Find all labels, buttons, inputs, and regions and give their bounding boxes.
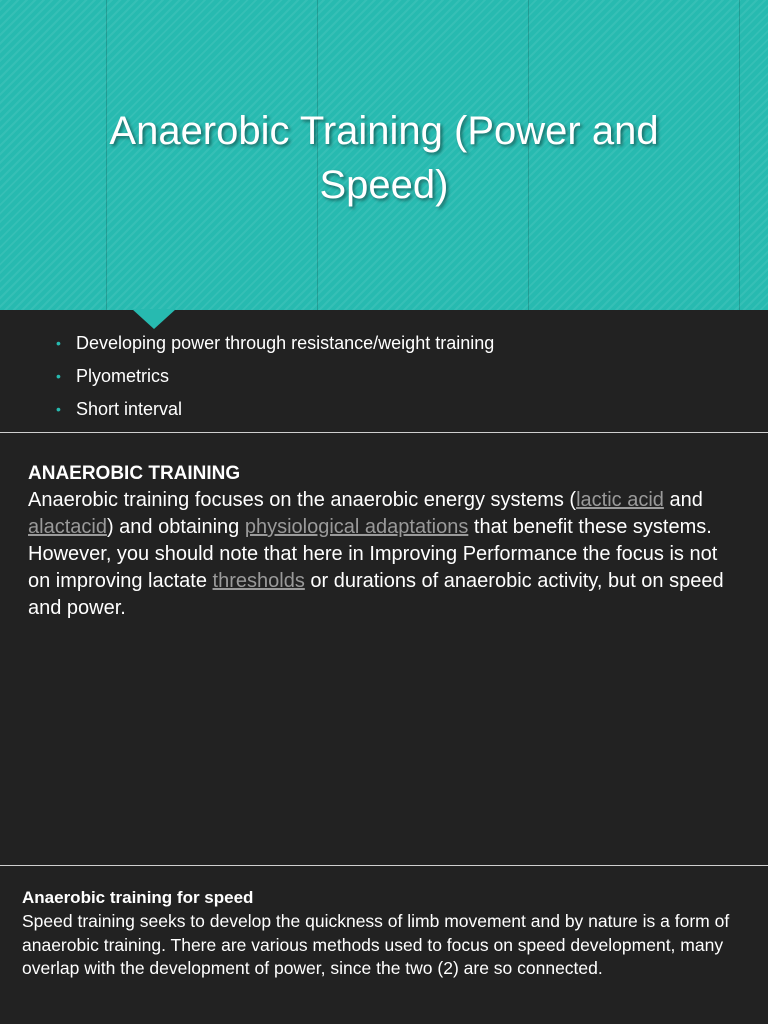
bullet-item <box>56 364 494 397</box>
section-divider <box>0 432 768 433</box>
body-text: Anaerobic training focuses on the anaerobic energy systems ( <box>28 489 577 511</box>
anaerobic-training-section <box>28 460 733 622</box>
link-physiological-adaptations[interactable]: physiological adaptations <box>244 516 469 538</box>
section-heading: Anaerobic training for speed <box>22 888 254 907</box>
header-notch <box>132 309 176 329</box>
body-text: and <box>663 489 703 511</box>
bullet-list <box>56 331 494 430</box>
body-text: ) and obtaining <box>106 516 245 538</box>
link-lactic-acid[interactable]: lactic acid <box>576 489 664 511</box>
bullet-dot-icon: • <box>56 401 61 417</box>
bullet-text: Developing power through resistance/weight training <box>76 333 495 353</box>
bullet-item <box>56 397 494 430</box>
body-text: that benefit these systems. However, you should note that here in Improving Performance the focus is not on improving lactate <box>28 516 718 592</box>
section-heading: ANAEROBIC TRAINING <box>28 463 241 484</box>
speed-training-section <box>22 886 734 981</box>
section-body: Speed training seeks to develop the quickness of limb movement and by nature is a form of anaerobic training. There are various methods used to focus on speed development, many overlap with the development of power, since the two (2) are so connected. <box>22 911 730 978</box>
slide-title: Anaerobic Training (Power and Speed) <box>109 109 659 207</box>
bullet-text: Plyometrics <box>76 366 170 386</box>
section-divider <box>0 865 768 866</box>
section-body <box>28 487 733 622</box>
slide-header <box>0 0 768 310</box>
body-text: or durations of anaerobic activity, but on speed and power. <box>28 570 724 619</box>
bullet-item <box>56 331 494 364</box>
bullet-dot-icon: • <box>56 368 61 384</box>
bullet-dot-icon: • <box>56 335 61 351</box>
header-stripe-line <box>739 0 740 310</box>
link-alactacid[interactable]: alactacid <box>28 516 107 538</box>
bullet-text: Short interval <box>76 399 183 419</box>
link-thresholds[interactable]: thresholds <box>212 570 305 592</box>
